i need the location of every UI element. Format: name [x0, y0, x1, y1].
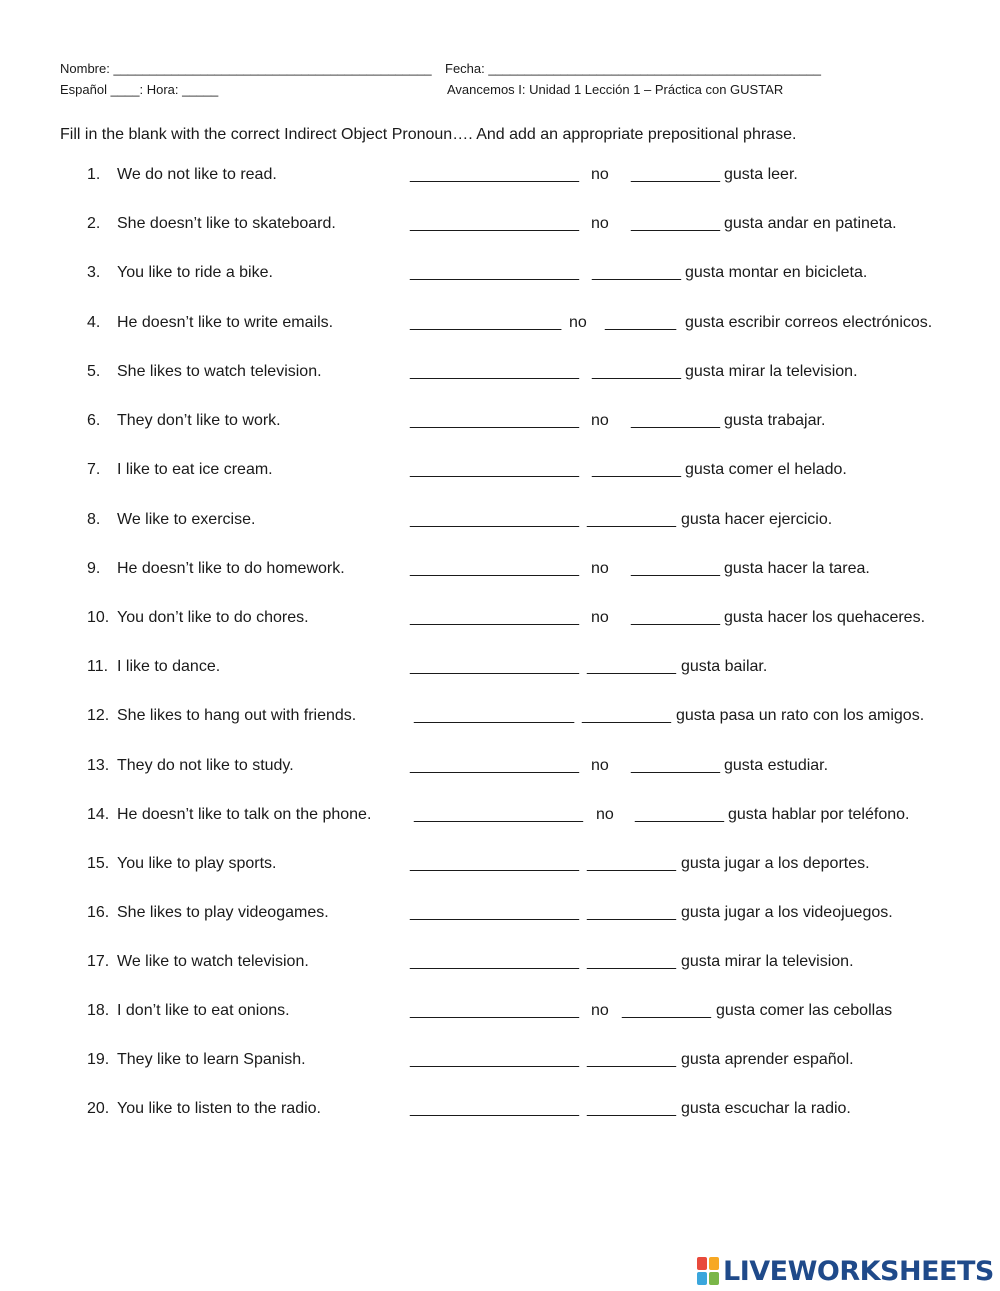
negation-word: no	[591, 412, 609, 429]
blank-prepositional-phrase[interactable]: ___________________	[410, 363, 580, 380]
blank-prepositional-phrase[interactable]: ___________________	[410, 904, 580, 921]
exercise-item	[0, 412, 1000, 434]
item-number: 15.	[87, 855, 110, 872]
blank-indirect-object-pronoun[interactable]: __________	[582, 707, 671, 724]
exercise-item	[0, 658, 1000, 680]
english-sentence: We like to exercise.	[117, 511, 256, 528]
spanish-ending: gusta trabajar.	[724, 412, 826, 429]
logo-mark-square	[709, 1257, 719, 1270]
exercise-item	[0, 609, 1000, 631]
negation-word: no	[569, 314, 587, 331]
english-sentence: We do not like to read.	[117, 166, 277, 183]
english-sentence: You like to listen to the radio.	[117, 1100, 321, 1117]
english-sentence: They do not like to study.	[117, 757, 294, 774]
blank-prepositional-phrase[interactable]: ___________________	[410, 215, 580, 232]
date-field-label: Fecha: ______________________________________________	[445, 61, 821, 76]
spanish-ending: gusta comer las cebollas	[716, 1002, 893, 1019]
item-number: 1.	[87, 166, 101, 183]
blank-indirect-object-pronoun[interactable]: __________	[587, 1100, 676, 1117]
blank-indirect-object-pronoun[interactable]: __________	[631, 166, 720, 183]
item-number: 6.	[87, 412, 101, 429]
blank-indirect-object-pronoun[interactable]: __________	[587, 658, 676, 675]
blank-indirect-object-pronoun[interactable]: __________	[631, 757, 720, 774]
english-sentence: She likes to watch television.	[117, 363, 322, 380]
english-sentence: I don’t like to eat onions.	[117, 1002, 290, 1019]
item-number: 19.	[87, 1051, 110, 1068]
spanish-ending: gusta jugar a los videojuegos.	[681, 904, 893, 921]
spanish-ending: gusta aprender español.	[681, 1051, 854, 1068]
instructions: Fill in the blank with the correct Indirect Object Pronoun…. And add an appropriate prepositional phrase.	[60, 126, 797, 143]
blank-prepositional-phrase[interactable]: ___________________	[410, 461, 580, 478]
item-number: 18.	[87, 1002, 110, 1019]
negation-word: no	[591, 560, 609, 577]
item-number: 4.	[87, 314, 101, 331]
blank-indirect-object-pronoun[interactable]: __________	[622, 1002, 711, 1019]
blank-indirect-object-pronoun[interactable]: __________	[587, 904, 676, 921]
english-sentence: You like to ride a bike.	[117, 264, 273, 281]
english-sentence: He doesn’t like to write emails.	[117, 314, 334, 331]
spanish-ending: gusta mirar la television.	[685, 363, 858, 380]
exercise-item	[0, 1100, 1000, 1122]
spanish-ending: gusta bailar.	[681, 658, 768, 675]
logo-mark-square	[709, 1272, 719, 1285]
blank-prepositional-phrase[interactable]: ___________________	[410, 560, 580, 577]
blank-prepositional-phrase[interactable]: ___________________	[410, 658, 580, 675]
spanish-ending: gusta mirar la television.	[681, 953, 854, 970]
blank-indirect-object-pronoun[interactable]: __________	[587, 511, 676, 528]
english-sentence: You like to play sports.	[117, 855, 277, 872]
negation-word: no	[591, 166, 609, 183]
blank-indirect-object-pronoun[interactable]: __________	[587, 1051, 676, 1068]
blank-prepositional-phrase[interactable]: ___________________	[410, 953, 580, 970]
english-sentence: I like to eat ice cream.	[117, 461, 273, 478]
exercise-item	[0, 707, 1000, 729]
english-sentence: She likes to hang out with friends.	[117, 707, 357, 724]
item-number: 16.	[87, 904, 110, 921]
logo-text: LIVEWORKSHEETS	[723, 1255, 994, 1287]
exercise-item	[0, 560, 1000, 582]
english-sentence: You don’t like to do chores.	[117, 609, 309, 626]
logo-mark-square	[697, 1272, 707, 1285]
english-sentence: She doesn’t like to skateboard.	[117, 215, 336, 232]
blank-indirect-object-pronoun[interactable]: __________	[587, 953, 676, 970]
exercise-item	[0, 264, 1000, 286]
liveworksheets-logo	[697, 1254, 994, 1288]
blank-indirect-object-pronoun[interactable]: __________	[592, 461, 681, 478]
negation-word: no	[591, 757, 609, 774]
spanish-ending: gusta hablar por teléfono.	[728, 806, 910, 823]
spanish-ending: gusta hacer ejercicio.	[681, 511, 833, 528]
exercise-item	[0, 461, 1000, 483]
exercise-item	[0, 314, 1000, 336]
english-sentence: He doesn’t like to do homework.	[117, 560, 345, 577]
blank-prepositional-phrase[interactable]: ___________________	[410, 264, 580, 281]
english-sentence: They don’t like to work.	[117, 412, 281, 429]
negation-word: no	[591, 215, 609, 232]
blank-prepositional-phrase[interactable]: ___________________	[410, 757, 580, 774]
exercise-item	[0, 215, 1000, 237]
item-number: 3.	[87, 264, 101, 281]
item-number: 11.	[87, 658, 109, 675]
blank-prepositional-phrase[interactable]: ___________________	[414, 806, 584, 823]
blank-indirect-object-pronoun[interactable]: __________	[635, 806, 724, 823]
item-number: 14.	[87, 806, 110, 823]
blank-indirect-object-pronoun[interactable]: __________	[631, 560, 720, 577]
blank-prepositional-phrase[interactable]: ___________________	[410, 166, 580, 183]
blank-prepositional-phrase[interactable]: _________________	[410, 314, 562, 331]
blank-prepositional-phrase[interactable]: __________________	[414, 707, 575, 724]
english-sentence: I like to dance.	[117, 658, 221, 675]
item-number: 17.	[87, 953, 110, 970]
item-number: 7.	[87, 461, 101, 478]
blank-indirect-object-pronoun[interactable]: __________	[592, 264, 681, 281]
item-number: 13.	[87, 757, 110, 774]
blank-indirect-object-pronoun[interactable]: __________	[592, 363, 681, 380]
exercise-item	[0, 806, 1000, 828]
exercise-item	[0, 363, 1000, 385]
logo-mark-square	[697, 1257, 707, 1270]
blank-indirect-object-pronoun[interactable]: __________	[631, 412, 720, 429]
spanish-ending: gusta andar en patineta.	[724, 215, 897, 232]
blank-prepositional-phrase[interactable]: ___________________	[410, 1002, 580, 1019]
spanish-ending: gusta hacer los quehaceres.	[724, 609, 926, 626]
exercise-item	[0, 166, 1000, 188]
course-title: Avancemos I: Unidad 1 Lección 1 – Práctica con GUSTAR	[447, 82, 784, 97]
item-number: 5.	[87, 363, 101, 380]
english-sentence: They like to learn Spanish.	[117, 1051, 306, 1068]
spanish-ending: gusta escribir correos electrónicos.	[685, 314, 933, 331]
negation-word: no	[591, 1002, 609, 1019]
logo-mark-icon	[697, 1257, 719, 1285]
blank-prepositional-phrase[interactable]: ___________________	[410, 1100, 580, 1117]
negation-word: no	[591, 609, 609, 626]
spanish-ending: gusta comer el helado.	[685, 461, 847, 478]
spanish-ending: gusta estudiar.	[724, 757, 829, 774]
blank-prepositional-phrase[interactable]: ___________________	[410, 511, 580, 528]
item-number: 8.	[87, 511, 101, 528]
blank-indirect-object-pronoun[interactable]: ________	[605, 314, 677, 331]
negation-word: no	[596, 806, 614, 823]
blank-prepositional-phrase[interactable]: ___________________	[410, 855, 580, 872]
blank-indirect-object-pronoun[interactable]: __________	[587, 855, 676, 872]
exercise-item	[0, 953, 1000, 975]
english-sentence: She likes to play videogames.	[117, 904, 329, 921]
spanish-ending: gusta leer.	[724, 166, 798, 183]
name-field-label: Nombre: ____________________________________________	[60, 61, 432, 76]
item-number: 12.	[87, 707, 110, 724]
item-number: 10.	[87, 609, 110, 626]
spanish-ending: gusta escuchar la radio.	[681, 1100, 851, 1117]
english-sentence: He doesn’t like to talk on the phone.	[117, 806, 372, 823]
blank-prepositional-phrase[interactable]: ___________________	[410, 1051, 580, 1068]
blank-prepositional-phrase[interactable]: ___________________	[410, 609, 580, 626]
spanish-ending: gusta montar en bicicleta.	[685, 264, 868, 281]
exercise-item	[0, 855, 1000, 877]
class-period-label: Español ____: Hora: _____	[60, 82, 219, 97]
spanish-ending: gusta hacer la tarea.	[724, 560, 870, 577]
item-number: 20.	[87, 1100, 110, 1117]
blank-prepositional-phrase[interactable]: ___________________	[410, 412, 580, 429]
item-number: 2.	[87, 215, 101, 232]
exercise-item	[0, 1002, 1000, 1024]
blank-indirect-object-pronoun[interactable]: __________	[631, 215, 720, 232]
exercise-item	[0, 511, 1000, 533]
exercise-item	[0, 1051, 1000, 1073]
blank-indirect-object-pronoun[interactable]: __________	[631, 609, 720, 626]
english-sentence: We like to watch television.	[117, 953, 309, 970]
exercise-item	[0, 757, 1000, 779]
spanish-ending: gusta pasa un rato con los amigos.	[676, 707, 925, 724]
spanish-ending: gusta jugar a los deportes.	[681, 855, 870, 872]
item-number: 9.	[87, 560, 101, 577]
exercise-item	[0, 904, 1000, 926]
